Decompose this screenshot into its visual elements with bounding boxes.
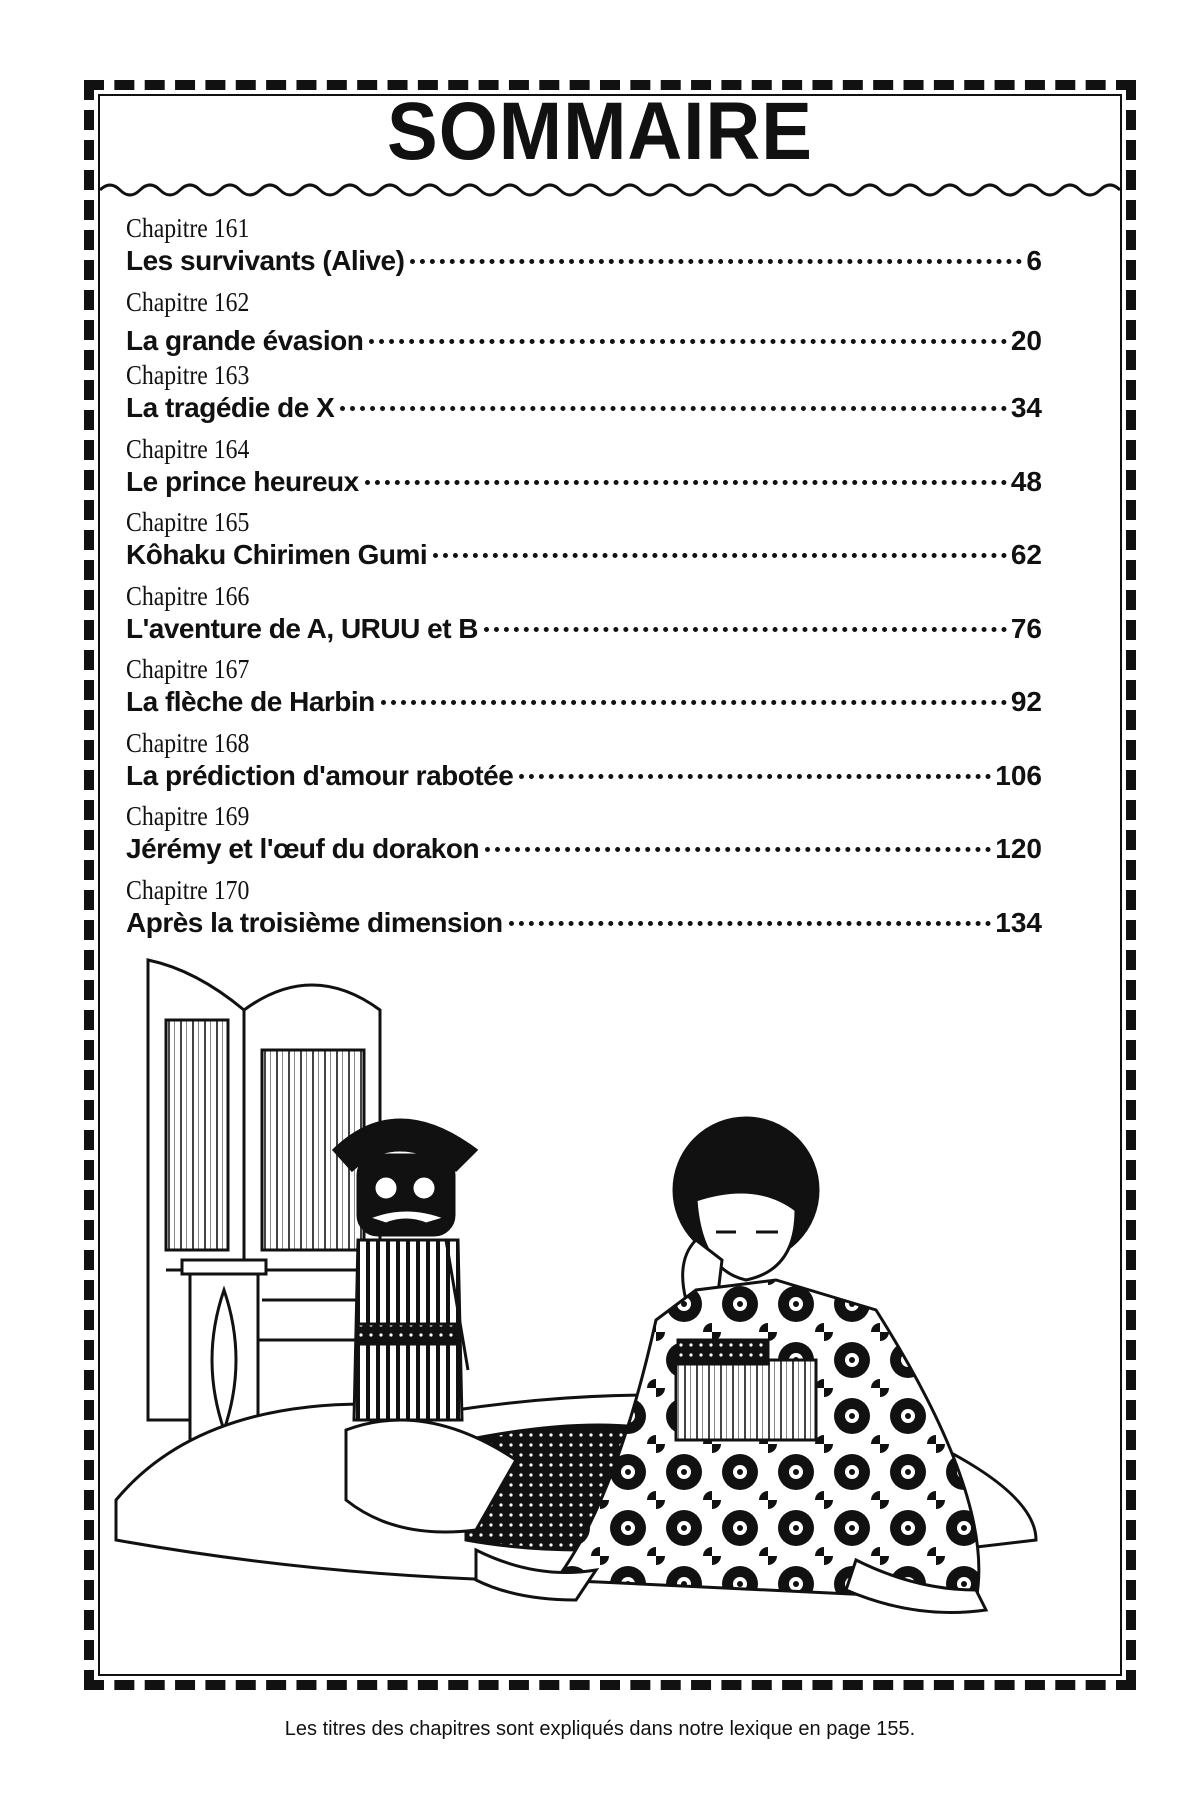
- chapter-title: Jérémy et l'œuf du dorakon: [126, 833, 480, 864]
- toc-entry[interactable]: [126, 874, 1042, 948]
- toc-entry[interactable]: [126, 359, 1042, 433]
- manga-illustration: [96, 940, 1096, 1660]
- chapter-title: La flèche de Harbin: [126, 686, 375, 717]
- chapter-title: La prédiction d'amour rabotée: [126, 759, 514, 791]
- toc-entry[interactable]: [126, 212, 1042, 286]
- chapter-number: Chapitre 167: [126, 654, 250, 684]
- page-number: 134: [995, 906, 1042, 938]
- page-number: 76: [1010, 612, 1042, 644]
- chapter-number: Chapitre 162: [126, 286, 250, 317]
- chapter-number: Chapitre 169: [126, 801, 250, 831]
- footnote: Les titres des chapitres sont expliqués dans notre lexique en page 155.: [284, 1718, 916, 1740]
- dot-leader: [484, 627, 1007, 632]
- page-number: 34: [1010, 392, 1042, 423]
- toc-entry[interactable]: [126, 506, 1042, 580]
- toc-entry[interactable]: [126, 286, 1042, 360]
- toc-entry[interactable]: [126, 727, 1042, 801]
- page-number: 92: [1010, 686, 1042, 717]
- chapter-number: Chapitre 165: [126, 507, 250, 537]
- dot-leader: [365, 480, 1007, 485]
- dot-leader: [433, 553, 1007, 558]
- chapter-title: Les survivants (Alive): [126, 245, 405, 276]
- dot-leader: [519, 774, 991, 779]
- table-of-contents: [126, 212, 1042, 947]
- page-number: 120: [995, 833, 1042, 864]
- page-number: 6: [1026, 245, 1042, 276]
- wavy-divider: [100, 178, 1120, 202]
- toc-entry[interactable]: [126, 653, 1042, 727]
- chapter-number: Chapitre 168: [126, 727, 250, 758]
- dot-leader: [369, 339, 1006, 344]
- dot-leader: [381, 700, 1007, 705]
- chapter-number: Chapitre 161: [126, 213, 250, 243]
- toc-entry[interactable]: [126, 580, 1042, 654]
- chapter-title: La tragédie de X: [126, 392, 335, 423]
- toc-entry[interactable]: [126, 433, 1042, 507]
- dot-leader: [509, 921, 992, 926]
- chapter-title: La grande évasion: [126, 324, 364, 356]
- chapter-title: Après la troisième dimension: [126, 906, 503, 938]
- chapter-title: L'aventure de A, URUU et B: [126, 612, 479, 644]
- chapter-title: Kôhaku Chirimen Gumi: [126, 539, 428, 570]
- chapter-number: Chapitre 163: [126, 360, 250, 390]
- page-number: 20: [1010, 324, 1042, 356]
- page-number: 48: [1010, 465, 1042, 497]
- dot-leader: [485, 847, 991, 852]
- page-number: 106: [995, 759, 1042, 791]
- chapter-number: Chapitre 170: [126, 874, 250, 905]
- chapter-title: Le prince heureux: [126, 465, 359, 497]
- page-number: 62: [1010, 539, 1042, 570]
- dot-leader: [410, 259, 1022, 264]
- page-title: SOMMAIRE: [387, 85, 813, 178]
- chapter-number: Chapitre 166: [126, 580, 250, 611]
- toc-entry[interactable]: [126, 800, 1042, 874]
- chapter-number: Chapitre 164: [126, 433, 250, 464]
- dot-leader: [340, 406, 1007, 411]
